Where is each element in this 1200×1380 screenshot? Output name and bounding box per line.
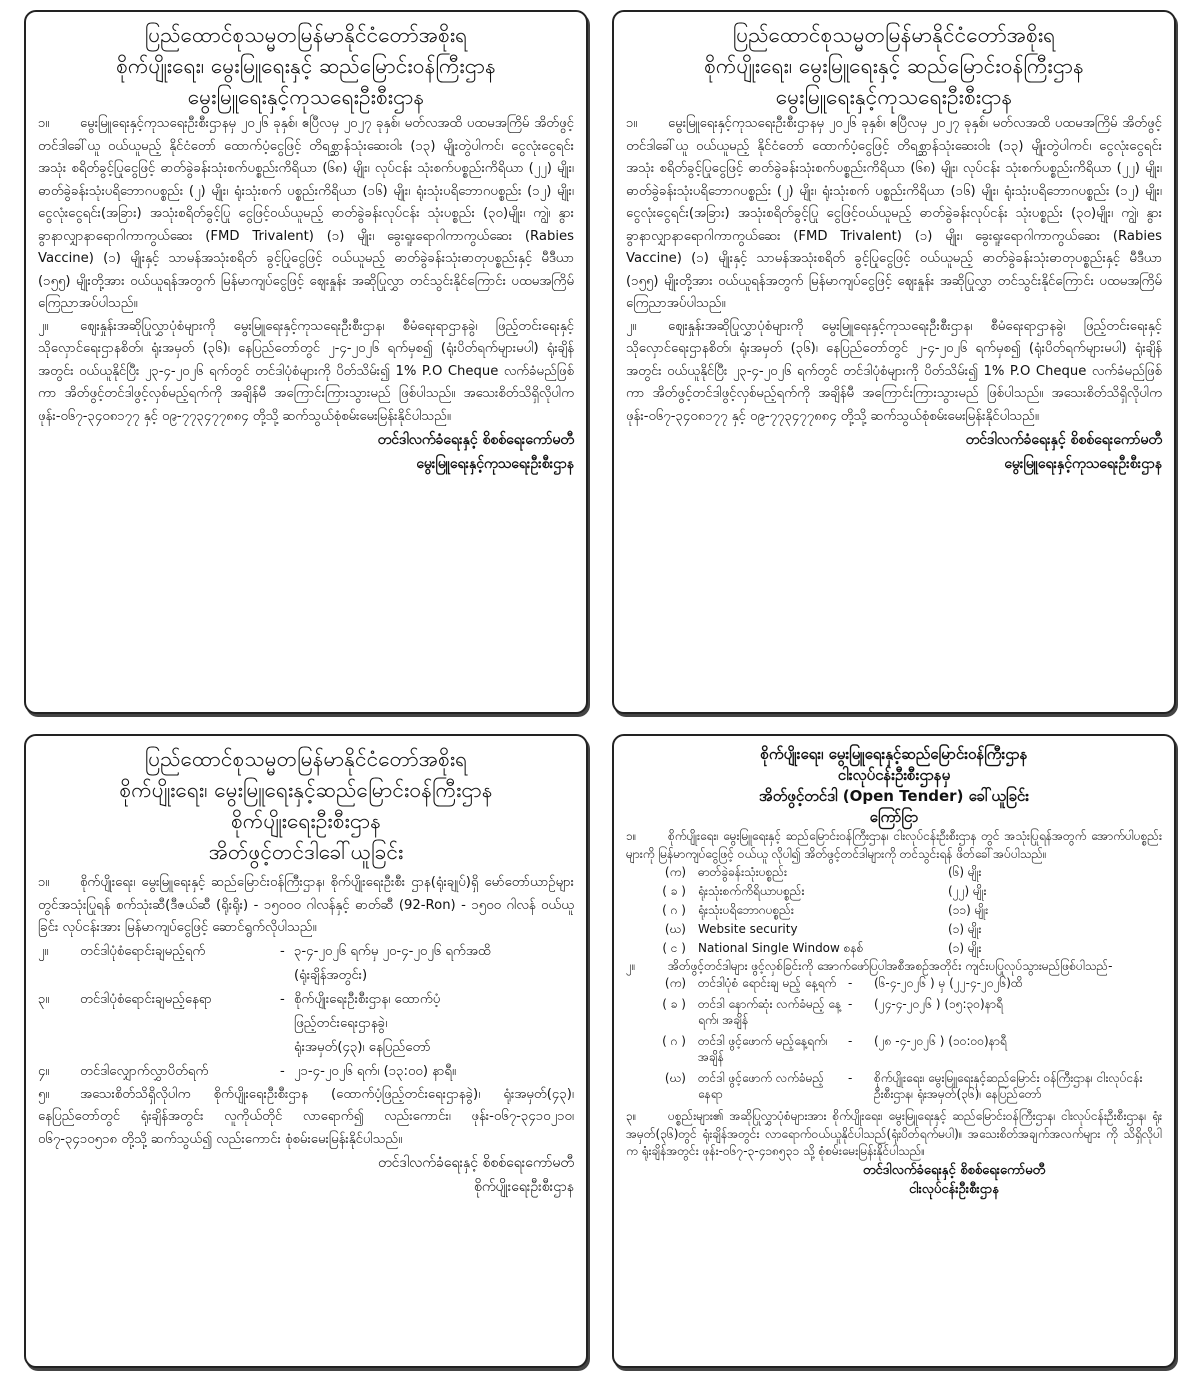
item-list bbox=[626, 863, 1162, 958]
row-dash: - bbox=[280, 943, 285, 959]
item-key: ( ဂ ) bbox=[662, 903, 686, 917]
notice-title-line: မွေးမြူရေးနှင့်ကုသရေးဦးစီးဌာန bbox=[187, 85, 425, 109]
tender-info-row bbox=[38, 988, 574, 1060]
schedule-row bbox=[626, 976, 1162, 992]
notice-title-line: စိုက်ပျိုးရေးဦးစီးဌာန bbox=[230, 809, 382, 833]
notice-title-line: မွေးမြူရေးနှင့်ကုသရေးဦးစီးဌာန bbox=[775, 85, 1013, 109]
schedule-dash: - bbox=[848, 1034, 853, 1048]
item-count: (၂၂) မျိုး bbox=[948, 884, 987, 898]
paragraph-number: ၅။ bbox=[38, 1086, 50, 1102]
signature-department: မွေးမြူရေးနှင့်ကုသရေးဦးစီးဌာန bbox=[1004, 456, 1162, 472]
row-value-line: (ရုံးချိန်အတွင်း) bbox=[294, 967, 368, 983]
item-name: National Single Window စနစ် bbox=[698, 941, 864, 955]
notice-livestock-tender-2 bbox=[612, 10, 1176, 714]
notice-paragraph bbox=[38, 316, 574, 429]
row-value-line: ၃-၄-၂၀၂၆ ရက်မှ ၂၀-၄-၂၀၂၆ ရက်အထိ bbox=[294, 943, 491, 959]
item-row bbox=[626, 863, 1162, 882]
paragraph-number: ၁။ bbox=[38, 875, 50, 890]
notice-paragraph bbox=[626, 958, 1162, 976]
row-number: ၃။ bbox=[38, 991, 50, 1007]
notice-title-line: စိုက်ပျိုးရေး၊ မွေးမြူရေးနှင့် ဆည်မြောင်းဝန်ကြီးဌာန bbox=[116, 54, 496, 78]
paragraph-text: မွေးမြူရေးနှင့်ကုသရေးဦးစီးဌာနမှ ၂၀၂၆ ခုနှစ်၊ ဧပြီလမှ ၂၀၂၇ ခုနှစ်၊ မတ်လအထိ ပထမအကြိမ် အိတ်ဖွင့်တင်ဒါခေါ်ယူ ဝယ်ယူမည့် နိုင်ငံတော် ထောက်ပံ့ငွေဖြင့် တိရစ္ဆာန်သုံးဆေးဝါး (၁၃) မျိုးတွဲပါကင်၊ ငွေလုံးငွေရင်းအသုံး စရိတ်ခွင့်ပြုငွေဖြင့် ဓာတ်ခွဲခန်းသုံးစက်ပစ္စည်းကိရိယာ (၆၈) မျိုး၊ လုပ်ငန်း သုံးစက်ပစ္စည်းကိရိယာ (၂၂) မျိုး၊ ဓာတ်ခွဲခန်းသုံးပရိဘောဂပစ္စည်း (၂) မျိုး၊ ရုံးသုံးစက် ပစ္စည်းကိရိယာ (၁၆) မျိုး၊ ရုံးသုံးပရိဘောဂပစ္စည်း (၁၂) မျိုး၊ ငွေလုံးငွေရင်း(အခြား) အသုံးစရိတ်ခွင့်ပြု ငွေဖြင့်ဝယ်ယူမည့် ဓာတ်ခွဲခန်းလုပ်ငန်း သုံးပစ္စည်း (၃၀)မျိုး၊ ကျွဲ၊ နွားခွာနာလျှာနာရောဂါကာကွယ်ဆေး (FMD Trivalent) (၁) မျိုး၊ ခွေးရူးရောဂါကာကွယ်ဆေး (Rabies Vaccine) (၁) မျိုးနှင့် သာမန်အသုံးစရိတ် ခွင့်ပြုငွေဖြင့် ဝယ်ယူမည့် ဓာတ်ခွဲခန်းသုံးဓာတုပစ္စည်းနှင့် မီဒီယာ (၁၅၅) မျိုးတို့အား ဝယ်ယူရန်အတွက် မြန်မာကျပ်ငွေဖြင့် ဈေးနှုန်း အဆိုပြုလွှာ တင်သွင်းနိုင်ကြောင်း ပထမအကြိမ် ကြေညာအပ်ပါသည်။ bbox=[38, 116, 574, 311]
notice-paragraph bbox=[626, 1108, 1162, 1161]
paragraph-number: ၁။ bbox=[626, 116, 638, 131]
paragraph-text: ဈေးနှုန်းအဆိုပြုလွှာပုံစံများကို မွေးမြူရေးနှင့်ကုသရေးဦးစီးဌာန၊ စီမံရေးရာဌာနခွဲ၊ ဖြည့်တင်းရေးနှင့်သိုလှောင်ရေးဌာနစိတ်၊ ရုံးအမှတ် (၃၆)၊ နေပြည်တော်တွင် ၂-၄-၂၀၂၆ ရက်မှစ၍ (ရုံးပိတ်ရက်များမပါ) ရုံးချိန်အတွင်း ဝယ်ယူနိုင်ပြီး ၂၃-၄-၂၀၂၆ ရက်တွင် တင်ဒါပုံစံများကို ပိတ်သိမ်း၍ 1% P.O Cheque လက်ခံမည်ဖြစ်ကာ အိတ်ဖွင့်တင်ဒါဖွင့်လှစ်မည့်ရက်ကို အချိန်မီ အကြောင်းကြားသွားမည် ဖြစ်ပါသည်။ အသေးစိတ်သိရှိလိုပါက ဖုန်း-၀၆၇-၃၄၀၈၁၇၇ နှင့် ၀၉-၇၇၃၄၇၇၈၈၄ တို့သို့ ဆက်သွယ်စုံစမ်းမေးမြန်းနိုင်ပါသည်။ bbox=[38, 318, 574, 424]
item-key: ( ခ ) bbox=[662, 884, 686, 898]
notice-fisheries-open-tender bbox=[612, 734, 1176, 1368]
notice-title-line: အိတ်ဖွင့်တင်ဒါခေါ်ယူခြင်း bbox=[208, 840, 404, 864]
notice-title-line: စိုက်ပျိုးရေး၊ မွေးမြူရေးနှင့်ဆည်မြောင်းဝန်ကြီးဌာန bbox=[760, 745, 1028, 763]
signature-committee: တင်ဒါလက်ခံရေးနှင့် စိစစ်ရေးကော်မတီ bbox=[378, 1155, 574, 1171]
row-dash: - bbox=[280, 1063, 285, 1079]
notice-title-line: စိုက်ပျိုးရေး၊ မွေးမြူရေးနှင့် ဆည်မြောင်းဝန်ကြီးဌာန bbox=[704, 54, 1084, 78]
notice-title-line: ပြည်ထောင်စုသမ္မတမြန်မာနိုင်ငံတော်အစိုးရ bbox=[732, 23, 1056, 47]
schedule-dash: - bbox=[848, 997, 853, 1011]
row-number: ၄။ bbox=[38, 1063, 50, 1079]
notice-title-line: အိတ်ဖွင့်တင်ဒါ (Open Tender) ခေါ်ယူခြင်း bbox=[758, 787, 1030, 805]
row-value bbox=[294, 988, 574, 1060]
notice-title-line: စိုက်ပျိုးရေး၊ မွေးမြူရေးနှင့်ဆည်မြောင်းဝန်ကြီးဌာန bbox=[119, 778, 493, 802]
item-name: ဓာတ်ခွဲခန်းသုံးပစ္စည်း bbox=[698, 865, 788, 879]
item-name: ရုံးသုံးပရိဘောဂပစ္စည်း bbox=[698, 903, 794, 917]
notice-paragraph bbox=[38, 113, 574, 316]
item-count: (၁၁) မျိုး bbox=[948, 903, 989, 917]
notice-paragraph bbox=[626, 316, 1162, 429]
paragraph-number: ၁။ bbox=[626, 829, 637, 843]
row-value-line: ဖြည့်တင်းရေးဌာနခွဲ၊ bbox=[294, 1015, 388, 1031]
schedule-key: (ဃ) bbox=[664, 1071, 686, 1085]
notice-title-line: ပြည်ထောင်စုသမ္မတမြန်မာနိုင်ငံတော်အစိုးရ bbox=[144, 23, 468, 47]
tender-info-row bbox=[38, 1060, 574, 1084]
signature-department: ငါးလုပ်ငန်းဦးစီးဌာန bbox=[908, 1181, 999, 1197]
schedule-value: (၂၄-၄-၂၀၂၆ ) (၁၅:၃၀)နာရီ bbox=[874, 997, 1003, 1011]
schedule-dash: - bbox=[848, 975, 853, 990]
notice-paragraph bbox=[626, 828, 1162, 863]
item-row bbox=[626, 939, 1162, 958]
notice-title-line: ပြည်ထောင်စုသမ္မတမြန်မာနိုင်ငံတော်အစိုးရ bbox=[144, 747, 468, 771]
row-value-line: ၂၁-၄-၂၀၂၆ ရက်၊ (၁၃:၀၀) နာရီ။ bbox=[294, 1063, 456, 1079]
item-name: ရုံးသုံးစက်ကိရိယာပစ္စည်း bbox=[698, 884, 805, 898]
paragraph-text: ဈေးနှုန်းအဆိုပြုလွှာပုံစံများကို မွေးမြူရေးနှင့်ကုသရေးဦးစီးဌာန၊ စီမံရေးရာဌာနခွဲ၊ ဖြည့်တင်းရေးနှင့်သိုလှောင်ရေးဌာနစိတ်၊ ရုံးအမှတ် (၃၆)၊ နေပြည်တော်တွင် ၂-၄-၂၀၂၆ ရက်မှစ၍ (ရုံးပိတ်ရက်များမပါ) ရုံးချိန်အတွင်း ဝယ်ယူနိုင်ပြီး ၂၃-၄-၂၀၂၆ ရက်တွင် တင်ဒါပုံစံများကို ပိတ်သိမ်း၍ 1% P.O Cheque လက်ခံမည်ဖြစ်ကာ အိတ်ဖွင့်တင်ဒါဖွင့်လှစ်မည့်ရက်ကို အချိန်မီ အကြောင်းကြားသွားမည် ဖြစ်ပါသည်။ အသေးစိတ်သိရှိလိုပါက ဖုန်း-၀၆၇-၃၄၀၈၁၇၇ နှင့် ၀၉-၇၇၃၄၇၇၈၈၄ တို့သို့ ဆက်သွယ်စုံစမ်းမေးမြန်းနိုင်ပါသည်။ bbox=[626, 318, 1162, 424]
paragraph-number: ၂။ bbox=[38, 318, 49, 334]
paragraph-number: ၂။ bbox=[626, 318, 637, 334]
schedule-row bbox=[626, 1034, 1162, 1065]
signature-committee: တင်ဒါလက်ခံရေးနှင့် စိစစ်ရေးကော်မတီ bbox=[862, 1162, 1046, 1178]
notice-title-line: ငါးလုပ်ငန်းဦးစီးဌာနမှ bbox=[837, 766, 951, 784]
item-count: (၁) မျိုး bbox=[948, 941, 982, 955]
schedule-value: (၂၈ -၄-၂၀၂၆ ) (၁၀:၀၀)နာရီ bbox=[874, 1034, 1007, 1048]
paragraph-text: မွေးမြူရေးနှင့်ကုသရေးဦးစီးဌာနမှ ၂၀၂၆ ခုနှစ်၊ ဧပြီလမှ ၂၀၂၇ ခုနှစ်၊ မတ်လအထိ ပထမအကြိမ် အိတ်ဖွင့်တင်ဒါခေါ်ယူ ဝယ်ယူမည့် နိုင်ငံတော် ထောက်ပံ့ငွေဖြင့် တိရစ္ဆာန်သုံးဆေးဝါး (၁၃) မျိုးတွဲပါကင်၊ ငွေလုံးငွေရင်းအသုံး စရိတ်ခွင့်ပြုငွေဖြင့် ဓာတ်ခွဲခန်းသုံးစက်ပစ္စည်းကိရိယာ (၆၈) မျိုး၊ လုပ်ငန်း သုံးစက်ပစ္စည်းကိရိယာ (၂၂) မျိုး၊ ဓာတ်ခွဲခန်းသုံးပရိဘောဂပစ္စည်း (၂) မျိုး၊ ရုံးသုံးစက် ပစ္စည်းကိရိယာ (၁၆) မျိုး၊ ရုံးသုံးပရိဘောဂပစ္စည်း (၁၂) မျိုး၊ ငွေလုံးငွေရင်း(အခြား) အသုံးစရိတ်ခွင့်ပြု ငွေဖြင့်ဝယ်ယူမည့် ဓာတ်ခွဲခန်းလုပ်ငန်း သုံးပစ္စည်း (၃၀)မျိုး၊ ကျွဲ၊ နွားခွာနာလျှာနာရောဂါကာကွယ်ဆေး (FMD Trivalent) (၁) မျိုး၊ ခွေးရူးရောဂါကာကွယ်ဆေး (Rabies Vaccine) (၁) မျိုးနှင့် သာမန်အသုံးစရိတ် ခွင့်ပြုငွေဖြင့် ဝယ်ယူမည့် ဓာတ်ခွဲခန်းသုံးဓာတုပစ္စည်းနှင့် မီဒီယာ (၁၅၅) မျိုးတို့အား ဝယ်ယူရန်အတွက် မြန်မာကျပ်ငွေဖြင့် ဈေးနှုန်း အဆိုပြုလွှာ တင်သွင်းနိုင်ကြောင်း ပထမအကြိမ် ကြေညာအပ်ပါသည်။ bbox=[626, 116, 1162, 311]
schedule-key: ( ခ ) bbox=[662, 997, 686, 1011]
paragraph-text: အိတ်ဖွင့်တင်ဒါများ ဖွင့်လှစ်ခြင်းကို အောက်ဖော်ပြပါအစီအစဉ်အတိုင်း ကျင်းပပြုလုပ်သွားမည်ဖြစ်ပါသည်- bbox=[668, 959, 1113, 973]
notice-paragraph bbox=[38, 1084, 574, 1152]
item-count: (၆) မျိုး bbox=[948, 865, 982, 879]
item-row bbox=[626, 882, 1162, 901]
tender-info-row bbox=[38, 940, 574, 988]
notice-title-line: ကြော်ငြာ bbox=[869, 808, 919, 826]
signature-committee: တင်ဒါလက်ခံရေးနှင့် စိစစ်ရေးကော်မတီ bbox=[377, 432, 574, 448]
schedule-key: (က) bbox=[664, 975, 686, 990]
schedule-row bbox=[626, 997, 1162, 1028]
item-key: (က) bbox=[664, 865, 686, 879]
paragraph-text: စိုက်ပျိုးရေး၊ မွေးမြူရေးနှင့် ဆည်မြောင်းဝန်ကြီးဌာန၊ စိုက်ပျိုးရေးဦးစီး ဌာန(ရုံးချုပ်)ရှိ မော်တော်ယာဉ်များတွင်အသုံးပြုရန် စက်သုံးဆီ(ဒီဇယ်ဆီ (ရိုးရိုး) - ၁၅၀၀၀ ဂါလန်နှင့် ဓာတ်ဆီ (92-Ron) - ၁၅၀၀ ဂါလန် ဝယ်ယူခြင်း လုပ်ငန်းအား မြန်မာကျပ်ငွေဖြင့် ဆောင်ရွက်လိုပါသည်။ bbox=[38, 875, 574, 935]
row-label: တင်ဒါပုံစံရောင်းချမည့်နေရာ bbox=[80, 991, 212, 1007]
item-count: (၁) မျိုး bbox=[948, 922, 982, 936]
schedule-label: တင်ဒါပုံစံ ရောင်းချ မည့် နေ့ရက် bbox=[698, 975, 837, 990]
paragraph-number: ၁။ bbox=[38, 116, 50, 131]
schedule-label: တင်ဒါ ဖွင့်ဖောက် လက်ခံမည့် နေရာ bbox=[698, 1071, 825, 1101]
row-value-line: ရုံးအမှတ်(၄၃)၊ နေပြည်တော် bbox=[294, 1039, 431, 1055]
schedule-dash: - bbox=[848, 1071, 853, 1085]
schedule-value: (၆-၄-၂၀၂၆ ) မှ (၂၂-၄-၂၀၂၆)ထိ bbox=[874, 975, 1023, 990]
paragraph-text: အသေးစိတ်သိရှိလိုပါက စိုက်ပျိုးရေးဦးစီးဌာန (ထောက်ပံ့ဖြည့်တင်းရေးဌာနခွဲ)၊ ရုံးအမှတ်(၄၃)၊ နေပြည်တော်တွင် ရုံးချိန်အတွင်း လူကိုယ်တိုင် လာရောက်၍ လည်းကောင်း၊ ဖုန်း-၀၆၇-၃၄၁၀၂၁၀၊ ၀၆၇-၃၄၁၀၅၁၈ တို့သို့ ဆက်သွယ်၍ လည်းကောင်း စုံစမ်းမေးမြန်းနိုင်ပါသည်။ bbox=[38, 1086, 574, 1147]
notice-agriculture-fuel-tender bbox=[24, 734, 588, 1368]
paragraph-number: ၂။ bbox=[626, 959, 636, 973]
schedule-row bbox=[626, 1071, 1162, 1102]
signature-department: စိုက်ပျိုးရေးဦးစီးဌာန bbox=[473, 1179, 574, 1195]
row-label: တင်ဒါပုံစံရောင်းချမည့်ရက် bbox=[80, 943, 206, 959]
item-key: ( င ) bbox=[662, 941, 686, 955]
paragraph-number: ၃။ bbox=[626, 1109, 637, 1123]
row-number: ၂။ bbox=[38, 943, 49, 959]
notice-livestock-tender-1 bbox=[24, 10, 588, 714]
item-row bbox=[626, 901, 1162, 920]
item-row bbox=[626, 920, 1162, 939]
row-label: တင်ဒါလျှောက်လွှာပိတ်ရက် bbox=[80, 1063, 209, 1079]
row-value-line: စိုက်ပျိုးရေးဦးစီးဌာန၊ ထောက်ပံ့ bbox=[294, 991, 441, 1007]
schedule-list bbox=[626, 976, 1162, 1103]
item-name: Website security bbox=[698, 922, 798, 936]
schedule-label: တင်ဒါ ဖွင့်ဖောက် မည့်နေ့ရက်၊ အချိန် bbox=[698, 1034, 828, 1064]
row-value bbox=[294, 1060, 574, 1084]
paragraph-text: စိုက်ပျိုးရေး၊ မွေးမြူရေးနှင့် ဆည်မြောင်းဝန်ကြီးဌာန၊ ငါးလုပ်ငန်းဦးစီးဌာန တွင် အသုံးပြုရန်အတွက် အောက်ပါပစ္စည်းများကို မြန်မာကျပ်ငွေဖြင့် ဝယ်ယူ လိုပါ၍ အိတ်ဖွင့်တင်ဒါများကို တင်သွင်းရန် ဖိတ်ခေါ်အပ်ပါသည်။ bbox=[626, 829, 1162, 861]
notice-paragraph bbox=[38, 872, 574, 940]
item-key: (ဃ) bbox=[664, 922, 686, 936]
schedule-label: တင်ဒါ နောက်ဆုံး လက်ခံမည့် နေ့ရက်၊ အချိန် bbox=[698, 997, 842, 1027]
notice-paragraph bbox=[626, 113, 1162, 316]
signature-department: မွေးမြူရေးနှင့်ကုသရေးဦးစီးဌာန bbox=[416, 456, 574, 472]
row-dash: - bbox=[280, 991, 285, 1007]
schedule-value: စိုက်ပျိုးရေး၊ မွေးမြူရေးနှင့်ဆည်မြောင်း ဝန်ကြီးဌာန၊ ငါးလုပ်ငန်းဦးစီးဌာန၊ ရုံးအမှတ်(၃၆)၊ နေပြည်တော် bbox=[874, 1071, 1143, 1101]
signature-committee: တင်ဒါလက်ခံရေးနှင့် စိစစ်ရေးကော်မတီ bbox=[965, 432, 1162, 448]
paragraph-text: ပစ္စည်းများ၏ အဆိုပြုလွှာပုံစံများအား စိုက်ပျိုးရေး၊ မွေးမြူရေးနှင့် ဆည်မြောင်းဝန်ကြီးဌာန၊ ငါးလုပ်ငန်းဦးစီးဌာန၊ ရုံးအမှတ်(၃၆)တွင် ရုံးချိန်အတွင်း လာရောက်ဝယ်ယူနိုင်ပါသည်(ရုံးပိတ်ရက်မပါ)။ အသေးစိတ်အချက်အလက်များ ကို သိရှိလိုပါက ရုံးချိန်အတွင်း ဖုန်း-၀၆၇-၃-၄၁၈၅၃၁ သို့ စုံစမ်းမေးမြန်းနိုင်ပါသည်။ bbox=[626, 1109, 1162, 1158]
row-value bbox=[294, 940, 574, 988]
schedule-key: ( ဂ ) bbox=[662, 1034, 686, 1048]
